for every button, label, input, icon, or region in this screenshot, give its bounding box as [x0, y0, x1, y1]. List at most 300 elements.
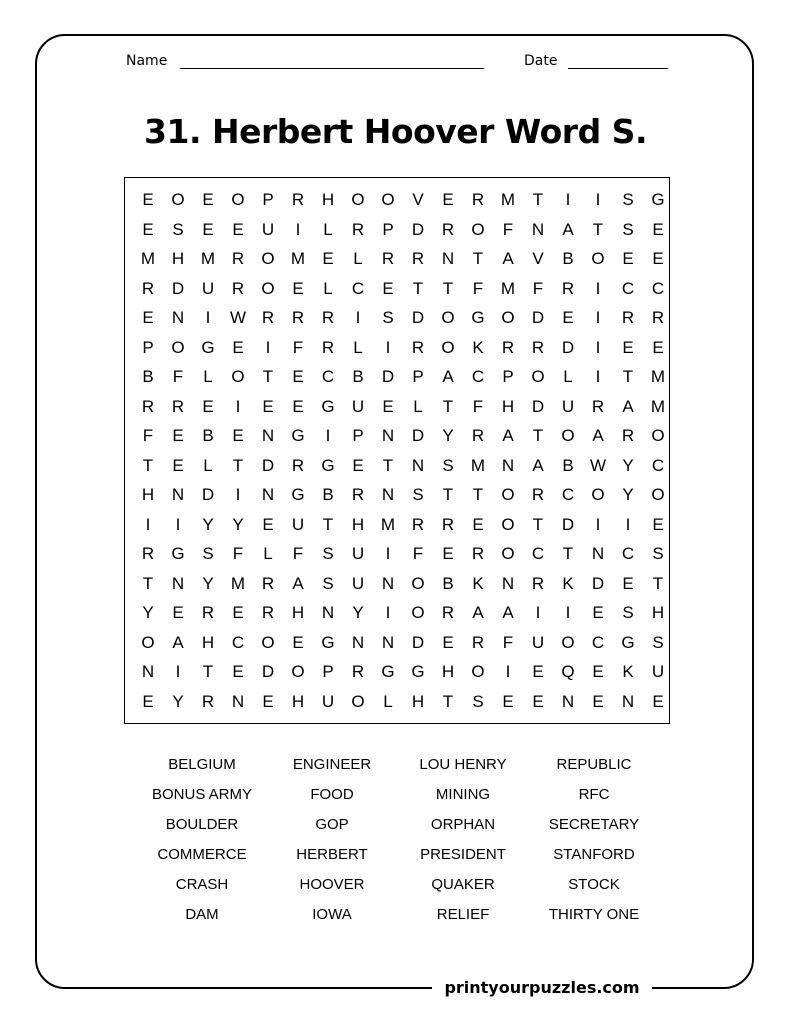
grid-cell[interactable]: H	[321, 190, 335, 209]
grid-cell[interactable]: Y	[202, 514, 214, 534]
grid-cell[interactable]: R	[231, 278, 245, 298]
grid-cell[interactable]: C	[591, 632, 605, 652]
grid-cell[interactable]: O	[261, 278, 275, 298]
grid-cell[interactable]: S	[322, 544, 334, 563]
grid-cell[interactable]: W	[589, 455, 607, 475]
grid-cell[interactable]: O	[441, 308, 455, 327]
grid-cell[interactable]: G	[321, 396, 335, 416]
grid-cell[interactable]: R	[471, 632, 485, 652]
grid-cell[interactable]: Y	[622, 485, 634, 504]
grid-cell[interactable]: H	[291, 603, 305, 622]
grid-cell[interactable]: I	[505, 662, 511, 681]
grid-cell[interactable]: R	[261, 308, 275, 327]
grid-cell[interactable]: T	[562, 544, 574, 563]
grid-cell[interactable]: E	[292, 367, 304, 386]
grid-cell[interactable]: R	[621, 308, 635, 327]
grid-cell[interactable]: N	[561, 691, 575, 711]
grid-cell[interactable]: P	[412, 367, 424, 386]
grid-cell[interactable]: R	[531, 337, 545, 357]
grid-cell[interactable]: E	[622, 573, 634, 593]
grid-cell[interactable]: O	[651, 426, 665, 445]
grid-cell[interactable]: I	[235, 396, 241, 416]
grid-cell[interactable]: F	[532, 278, 544, 298]
grid-cell[interactable]: A	[502, 249, 514, 268]
grid-cell[interactable]: T	[592, 219, 604, 239]
grid-cell[interactable]: H	[201, 632, 215, 652]
grid-cell[interactable]: C	[531, 544, 545, 563]
grid-cell[interactable]: P	[142, 337, 154, 357]
grid-cell[interactable]: D	[531, 308, 545, 327]
grid-cell[interactable]: R	[201, 603, 215, 622]
grid-cell[interactable]: E	[532, 662, 544, 681]
grid-cell[interactable]: R	[471, 426, 485, 445]
grid-cell[interactable]: E	[652, 249, 664, 268]
grid-cell[interactable]: N	[261, 426, 275, 445]
grid-cell[interactable]: B	[352, 367, 364, 386]
grid-cell[interactable]: T	[442, 396, 454, 416]
grid-cell[interactable]: L	[563, 367, 573, 386]
grid-cell[interactable]: D	[261, 455, 275, 475]
grid-cell[interactable]: U	[651, 662, 665, 681]
grid-cell[interactable]: D	[411, 426, 425, 445]
grid-cell[interactable]: R	[201, 691, 215, 711]
grid-cell[interactable]: E	[382, 396, 394, 416]
grid-cell[interactable]: A	[622, 396, 634, 416]
grid-cell[interactable]: E	[352, 455, 364, 475]
grid-cell[interactable]: O	[411, 573, 425, 593]
grid-cell[interactable]: N	[141, 662, 155, 681]
grid-cell[interactable]: I	[595, 190, 601, 209]
grid-cell[interactable]: E	[592, 691, 604, 711]
grid-cell[interactable]: R	[261, 603, 275, 622]
grid-cell[interactable]: M	[500, 278, 516, 298]
grid-cell[interactable]: E	[202, 190, 214, 209]
grid-cell[interactable]: E	[142, 190, 154, 209]
grid-cell[interactable]: V	[412, 190, 424, 209]
grid-cell[interactable]: R	[141, 396, 155, 416]
grid-cell[interactable]: P	[502, 367, 514, 386]
grid-cell[interactable]: B	[562, 455, 574, 475]
grid-cell[interactable]: I	[625, 514, 631, 534]
grid-cell[interactable]: T	[472, 249, 484, 268]
grid-cell[interactable]: E	[262, 691, 274, 711]
grid-cell[interactable]: C	[471, 367, 485, 386]
grid-cell[interactable]: S	[412, 485, 424, 504]
grid-cell[interactable]: H	[141, 485, 155, 504]
grid-cell[interactable]: N	[171, 308, 185, 327]
grid-cell[interactable]: B	[442, 573, 454, 593]
grid-cell[interactable]: O	[591, 249, 605, 268]
grid-cell[interactable]: H	[351, 514, 365, 534]
grid-cell[interactable]: E	[532, 691, 544, 711]
grid-cell[interactable]: N	[171, 573, 185, 593]
grid-cell[interactable]: A	[562, 219, 574, 239]
grid-cell[interactable]: V	[532, 249, 544, 268]
grid-cell[interactable]: D	[591, 573, 605, 593]
grid-cell[interactable]: C	[621, 278, 635, 298]
grid-cell[interactable]: O	[501, 485, 515, 504]
grid-cell[interactable]: B	[322, 485, 334, 504]
grid-cell[interactable]: M	[650, 367, 666, 386]
grid-cell[interactable]: U	[531, 632, 545, 652]
grid-cell[interactable]: E	[472, 514, 484, 534]
grid-cell[interactable]: E	[622, 249, 634, 268]
grid-cell[interactable]: B	[562, 249, 574, 268]
grid-cell[interactable]: T	[472, 485, 484, 504]
grid-cell[interactable]: F	[412, 544, 424, 563]
grid-cell[interactable]: N	[381, 632, 395, 652]
grid-cell[interactable]: L	[263, 544, 273, 563]
grid-cell[interactable]: C	[321, 367, 335, 386]
grid-cell[interactable]: S	[442, 455, 454, 475]
grid-cell[interactable]: E	[442, 190, 454, 209]
grid-cell[interactable]: H	[411, 691, 425, 711]
grid-cell[interactable]: O	[261, 632, 275, 652]
grid-cell[interactable]: E	[592, 662, 604, 681]
grid-cell[interactable]: T	[622, 367, 634, 386]
grid-cell[interactable]: G	[201, 337, 215, 357]
grid-cell[interactable]: I	[595, 337, 601, 357]
grid-cell[interactable]: I	[565, 190, 571, 209]
grid-cell[interactable]: A	[502, 603, 514, 622]
grid-cell[interactable]: E	[172, 455, 184, 475]
grid-cell[interactable]: O	[171, 190, 185, 209]
grid-cell[interactable]: T	[232, 455, 244, 475]
grid-cell[interactable]: R	[231, 249, 245, 268]
grid-cell[interactable]: M	[230, 573, 246, 593]
grid-cell[interactable]: L	[413, 396, 423, 416]
grid-cell[interactable]: I	[205, 308, 211, 327]
grid-cell[interactable]: O	[561, 632, 575, 652]
grid-cell[interactable]: N	[381, 485, 395, 504]
grid-cell[interactable]: M	[650, 396, 666, 416]
grid-cell[interactable]: I	[175, 662, 181, 681]
grid-cell[interactable]: O	[231, 367, 245, 386]
grid-cell[interactable]: O	[141, 632, 155, 652]
grid-cell[interactable]: E	[442, 544, 454, 563]
grid-cell[interactable]: R	[651, 308, 665, 327]
grid-cell[interactable]: E	[382, 278, 394, 298]
grid-cell[interactable]: E	[232, 219, 244, 239]
grid-cell[interactable]: P	[322, 662, 334, 681]
grid-cell[interactable]: Y	[442, 426, 454, 445]
grid-cell[interactable]: C	[621, 544, 635, 563]
grid-cell[interactable]: D	[261, 662, 275, 681]
grid-cell[interactable]: E	[172, 426, 184, 445]
grid-cell[interactable]: O	[501, 544, 515, 563]
grid-cell[interactable]: T	[532, 514, 544, 534]
grid-cell[interactable]: E	[652, 337, 664, 357]
grid-cell[interactable]: I	[595, 278, 601, 298]
grid-cell[interactable]: R	[321, 308, 335, 327]
grid-cell[interactable]: K	[562, 573, 574, 593]
grid-cell[interactable]: I	[145, 514, 151, 534]
grid-cell[interactable]: R	[441, 603, 455, 622]
grid-cell[interactable]: C	[651, 278, 665, 298]
grid-cell[interactable]: I	[265, 337, 271, 357]
grid-cell[interactable]: E	[562, 308, 574, 327]
grid-cell[interactable]: R	[471, 544, 485, 563]
grid-cell[interactable]: H	[171, 249, 185, 268]
grid-cell[interactable]: N	[411, 455, 425, 475]
grid-cell[interactable]: E	[292, 396, 304, 416]
grid-cell[interactable]: G	[291, 426, 305, 445]
grid-cell[interactable]: U	[321, 691, 335, 711]
grid-cell[interactable]: R	[411, 249, 425, 268]
grid-cell[interactable]: I	[325, 426, 331, 445]
grid-cell[interactable]: O	[411, 603, 425, 622]
grid-cell[interactable]: R	[351, 662, 365, 681]
grid-cell[interactable]: I	[595, 308, 601, 327]
grid-cell[interactable]: R	[291, 308, 305, 327]
grid-cell[interactable]: C	[231, 632, 245, 652]
grid-cell[interactable]: U	[291, 514, 305, 534]
grid-cell[interactable]: S	[172, 219, 184, 239]
grid-cell[interactable]: T	[532, 426, 544, 445]
grid-cell[interactable]: Y	[232, 514, 244, 534]
grid-cell[interactable]: D	[531, 396, 545, 416]
grid-cell[interactable]: S	[622, 190, 634, 209]
grid-cell[interactable]: F	[292, 544, 304, 563]
grid-cell[interactable]: O	[501, 308, 515, 327]
grid-cell[interactable]: K	[622, 662, 634, 681]
grid-cell[interactable]: L	[353, 249, 363, 268]
grid-cell[interactable]: F	[472, 278, 484, 298]
grid-cell[interactable]: I	[595, 514, 601, 534]
grid-cell[interactable]: D	[411, 308, 425, 327]
grid-cell[interactable]: Y	[172, 691, 184, 711]
grid-cell[interactable]: L	[353, 337, 363, 357]
grid-cell[interactable]: E	[172, 603, 184, 622]
grid-cell[interactable]: H	[441, 662, 455, 681]
grid-cell[interactable]: E	[232, 603, 244, 622]
grid-cell[interactable]: E	[502, 691, 514, 711]
grid-cell[interactable]: G	[291, 485, 305, 504]
grid-cell[interactable]: I	[535, 603, 541, 622]
grid-cell[interactable]: L	[203, 455, 213, 475]
grid-cell[interactable]: T	[412, 278, 424, 298]
grid-cell[interactable]: N	[441, 249, 455, 268]
grid-cell[interactable]: N	[171, 485, 185, 504]
grid-cell[interactable]: P	[352, 426, 364, 445]
grid-cell[interactable]: E	[292, 278, 304, 298]
grid-cell[interactable]: S	[622, 219, 634, 239]
grid-cell[interactable]: M	[380, 514, 396, 534]
grid-cell[interactable]: R	[381, 249, 395, 268]
grid-cell[interactable]: C	[651, 455, 665, 475]
grid-cell[interactable]: S	[622, 603, 634, 622]
grid-cell[interactable]: I	[355, 308, 361, 327]
grid-cell[interactable]: I	[565, 603, 571, 622]
grid-cell[interactable]: W	[229, 308, 247, 327]
grid-cell[interactable]: A	[292, 573, 304, 593]
grid-cell[interactable]: C	[351, 278, 365, 298]
grid-cell[interactable]: O	[441, 337, 455, 357]
grid-cell[interactable]: N	[351, 632, 365, 652]
grid-cell[interactable]: I	[385, 337, 391, 357]
grid-cell[interactable]: F	[142, 426, 154, 445]
grid-cell[interactable]: E	[592, 603, 604, 622]
grid-cell[interactable]: U	[351, 396, 365, 416]
grid-cell[interactable]: D	[411, 219, 425, 239]
grid-cell[interactable]: E	[652, 514, 664, 534]
grid-cell[interactable]: O	[591, 485, 605, 504]
grid-cell[interactable]: A	[502, 426, 514, 445]
grid-cell[interactable]: E	[442, 632, 454, 652]
grid-cell[interactable]: N	[261, 485, 275, 504]
grid-cell[interactable]: T	[142, 455, 154, 475]
grid-cell[interactable]: E	[262, 396, 274, 416]
grid-cell[interactable]: Y	[202, 573, 214, 593]
grid-cell[interactable]: F	[502, 219, 514, 239]
grid-cell[interactable]: E	[292, 632, 304, 652]
grid-cell[interactable]: O	[291, 662, 305, 681]
grid-cell[interactable]: T	[382, 455, 394, 475]
grid-cell[interactable]: Q	[561, 662, 575, 681]
grid-cell[interactable]: T	[532, 190, 544, 209]
grid-cell[interactable]: O	[171, 337, 185, 357]
grid-cell[interactable]: R	[351, 219, 365, 239]
grid-cell[interactable]: N	[591, 544, 605, 563]
grid-cell[interactable]: Y	[622, 455, 634, 475]
grid-cell[interactable]: M	[500, 190, 516, 209]
grid-cell[interactable]: E	[232, 426, 244, 445]
grid-cell[interactable]: D	[201, 485, 215, 504]
grid-cell[interactable]: I	[385, 544, 391, 563]
grid-cell[interactable]: R	[591, 396, 605, 416]
grid-cell[interactable]: F	[292, 337, 304, 357]
grid-cell[interactable]: E	[232, 662, 244, 681]
grid-cell[interactable]: F	[232, 544, 244, 563]
grid-cell[interactable]: E	[142, 308, 154, 327]
grid-cell[interactable]: P	[382, 219, 394, 239]
grid-cell[interactable]: O	[471, 219, 485, 239]
grid-cell[interactable]: R	[501, 337, 515, 357]
grid-cell[interactable]: T	[262, 367, 274, 386]
grid-cell[interactable]: R	[621, 426, 635, 445]
grid-cell[interactable]: N	[381, 573, 395, 593]
grid-cell[interactable]: E	[202, 219, 214, 239]
grid-cell[interactable]: T	[142, 573, 154, 593]
grid-cell[interactable]: Y	[142, 603, 154, 622]
grid-cell[interactable]: A	[442, 367, 454, 386]
grid-cell[interactable]: T	[322, 514, 334, 534]
grid-cell[interactable]: O	[381, 190, 395, 209]
grid-cell[interactable]: E	[142, 219, 154, 239]
grid-cell[interactable]: K	[472, 573, 484, 593]
grid-cell[interactable]: E	[232, 337, 244, 357]
grid-cell[interactable]: N	[501, 573, 515, 593]
grid-cell[interactable]: R	[441, 514, 455, 534]
grid-cell[interactable]: F	[172, 367, 184, 386]
grid-cell[interactable]: M	[140, 249, 156, 268]
grid-cell[interactable]: U	[351, 573, 365, 593]
grid-cell[interactable]: S	[382, 308, 394, 327]
grid-cell[interactable]: M	[290, 249, 306, 268]
grid-cell[interactable]: R	[171, 396, 185, 416]
grid-cell[interactable]: G	[321, 632, 335, 652]
grid-cell[interactable]: F	[472, 396, 484, 416]
grid-cell[interactable]: R	[261, 573, 275, 593]
grid-cell[interactable]: N	[531, 219, 545, 239]
grid-cell[interactable]: H	[291, 691, 305, 711]
grid-cell[interactable]: H	[651, 603, 665, 622]
grid-cell[interactable]: U	[561, 396, 575, 416]
grid-cell[interactable]: R	[411, 514, 425, 534]
grid-cell[interactable]: I	[235, 485, 241, 504]
grid-cell[interactable]: E	[202, 396, 214, 416]
grid-cell[interactable]: B	[142, 367, 154, 386]
grid-cell[interactable]: N	[231, 691, 245, 711]
grid-cell[interactable]: I	[595, 367, 601, 386]
grid-cell[interactable]: R	[471, 190, 485, 209]
grid-cell[interactable]: S	[472, 691, 484, 711]
grid-cell[interactable]: U	[351, 544, 365, 563]
grid-cell[interactable]: I	[175, 514, 181, 534]
grid-cell[interactable]: R	[561, 278, 575, 298]
grid-cell[interactable]: L	[323, 219, 333, 239]
grid-cell[interactable]: O	[561, 426, 575, 445]
grid-cell[interactable]: G	[471, 308, 485, 327]
grid-cell[interactable]: G	[651, 190, 665, 209]
grid-cell[interactable]: O	[261, 249, 275, 268]
grid-cell[interactable]: T	[442, 485, 454, 504]
grid-cell[interactable]: M	[470, 455, 486, 475]
grid-cell[interactable]: I	[385, 603, 391, 622]
grid-cell[interactable]: A	[172, 632, 184, 652]
grid-cell[interactable]: O	[531, 367, 545, 386]
grid-cell[interactable]: D	[171, 278, 185, 298]
grid-cell[interactable]: Y	[352, 603, 364, 622]
grid-cell[interactable]: A	[592, 426, 604, 445]
grid-cell[interactable]: G	[321, 455, 335, 475]
grid-cell[interactable]: R	[441, 219, 455, 239]
grid-cell[interactable]: T	[652, 573, 664, 593]
grid-cell[interactable]: M	[200, 249, 216, 268]
grid-cell[interactable]: U	[201, 278, 215, 298]
grid-cell[interactable]: S	[322, 573, 334, 593]
grid-cell[interactable]: C	[561, 485, 575, 504]
grid-cell[interactable]: F	[502, 632, 514, 652]
grid-cell[interactable]: H	[501, 396, 515, 416]
grid-cell[interactable]: N	[381, 426, 395, 445]
grid-cell[interactable]: R	[411, 337, 425, 357]
grid-cell[interactable]: A	[472, 603, 484, 622]
grid-cell[interactable]: N	[501, 455, 515, 475]
grid-cell[interactable]: E	[622, 337, 634, 357]
grid-cell[interactable]: T	[202, 662, 214, 681]
grid-cell[interactable]: G	[171, 544, 185, 563]
grid-cell[interactable]: O	[501, 514, 515, 534]
grid-cell[interactable]: E	[652, 219, 664, 239]
grid-cell[interactable]: G	[411, 662, 425, 681]
grid-cell[interactable]: R	[291, 455, 305, 475]
grid-cell[interactable]: T	[442, 691, 454, 711]
grid-cell[interactable]: O	[351, 190, 365, 209]
grid-cell[interactable]: L	[323, 278, 333, 298]
grid-cell[interactable]: R	[351, 485, 365, 504]
grid-cell[interactable]: E	[142, 691, 154, 711]
grid-cell[interactable]: D	[561, 337, 575, 357]
grid-cell[interactable]: D	[411, 632, 425, 652]
grid-cell[interactable]: D	[561, 514, 575, 534]
grid-cell[interactable]: D	[381, 367, 395, 386]
grid-cell[interactable]: U	[261, 219, 275, 239]
grid-cell[interactable]: R	[321, 337, 335, 357]
grid-cell[interactable]: B	[202, 426, 214, 445]
grid-cell[interactable]: O	[231, 190, 245, 209]
grid-cell[interactable]: G	[381, 662, 395, 681]
